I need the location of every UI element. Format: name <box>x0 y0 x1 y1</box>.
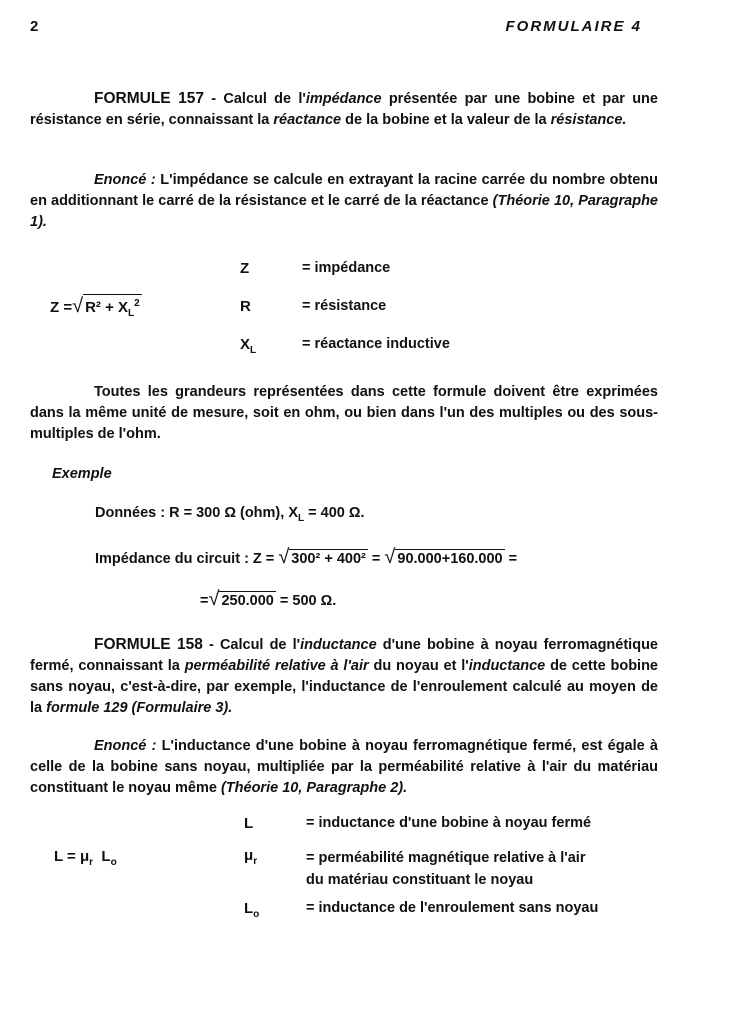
result-radicand: 250.000 <box>221 593 274 609</box>
definition-l: = inductance d'une bobine à noyau fermé <box>306 815 592 831</box>
formule-158-equation <box>54 848 117 868</box>
italic-run: Enoncé : <box>94 738 157 754</box>
calc-radicand-1: 300² + 400² <box>291 551 366 567</box>
formula-lhs: Z = <box>50 299 73 316</box>
symbol-l <box>244 815 253 832</box>
symbol-text: L <box>244 900 254 917</box>
page-number: 2 <box>30 18 39 35</box>
result-value: = 500 Ω. <box>279 593 337 609</box>
text-run: L'impédance se calcule en extrayant la racine carrée du nombre obtenu en additionnant le carré de la résistance et le carré de la réactance <box>30 172 658 209</box>
symbol-lo <box>244 900 259 920</box>
text-run: - Calcul de l' <box>202 637 301 653</box>
sqrt-symbol: √ <box>72 295 84 317</box>
symbol-text: L <box>244 815 254 832</box>
calc-equals-end: = <box>508 551 518 567</box>
italic-run: impédance <box>305 91 382 107</box>
text-run: - Calcul de l' <box>204 91 306 107</box>
symbol-text: R <box>240 298 251 315</box>
symbol-subscript: L <box>250 345 257 356</box>
symbol-xl <box>240 336 256 356</box>
italic-run: réactance <box>273 112 342 128</box>
formule-157-intro <box>30 88 658 131</box>
symbol-r <box>240 298 251 315</box>
radicand-text: R² + X <box>85 299 129 316</box>
sqrt-symbol: √ <box>208 588 220 610</box>
italic-run: inductance <box>468 658 546 674</box>
symbol-z <box>240 260 249 277</box>
definition-xl: = réactance inductive <box>302 336 450 352</box>
formula-tail: L <box>93 848 111 865</box>
italic-run: (Théorie 10, Paragraphe 2). <box>220 780 408 796</box>
formula-radicand <box>83 294 142 323</box>
data-prefix: Données : R = 300 Ω (ohm), X <box>95 505 298 521</box>
formula-subscript: r <box>89 857 94 868</box>
formule-158-label: FORMULE 158 <box>94 636 203 653</box>
calc-prefix: Impédance du circuit : Z = <box>95 551 275 567</box>
sqrt-symbol: √ <box>278 546 290 568</box>
example-title: Exemple <box>52 466 112 482</box>
calc-equals: = <box>371 551 381 567</box>
definition-lo: = inductance de l'enroulement sans noyau <box>306 900 599 916</box>
result-equals: = <box>200 593 209 609</box>
italic-run: inductance <box>300 637 377 653</box>
text-run: du noyau et l' <box>368 658 469 674</box>
definition-r: = résistance <box>302 298 387 314</box>
running-title: FORMULAIRE 4 <box>505 18 642 35</box>
italic-run: perméabilité relative à l'air <box>184 658 369 674</box>
definition-mu-r: = perméabilité magnétique relative à l'air du matériau constituant le noyau <box>306 850 586 888</box>
radicand-exponent: 2 <box>134 298 140 309</box>
formule-158-intro <box>30 634 658 719</box>
formule-157-equation <box>50 294 142 323</box>
text-run: de cette bobine sans noyau, c'est-à-dire, par exemple, l'inductance de l'enroulement calculé au moyen de la <box>30 658 658 716</box>
italic-run: (Théorie 10, Paragraphe 1). <box>30 193 658 230</box>
sqrt-symbol: √ <box>384 546 396 568</box>
symbol-text: X <box>240 336 251 353</box>
data-suffix: = 400 Ω. <box>304 505 365 521</box>
symbol-subscript: r <box>253 856 258 867</box>
italic-run: Enoncé : <box>94 172 156 188</box>
formula-tail-subscript: o <box>110 857 117 868</box>
italic-run: résistance. <box>550 112 627 128</box>
text-run: présentée par une bobine et par une résistance en série, connaissant la <box>30 91 658 128</box>
text-run: d'une bobine à noyau ferromagnétique fermé, connaissant la <box>30 637 658 674</box>
calc-radicand-2: 90.000+160.000 <box>397 551 503 567</box>
symbol-mu-r <box>244 847 257 867</box>
symbol-text: μ <box>244 847 254 864</box>
definition-z: = impédance <box>302 260 391 276</box>
symbol-subscript: o <box>253 909 260 920</box>
formule-157-label: FORMULE 157 <box>94 90 205 107</box>
formula-lhs: L = μ <box>54 848 90 865</box>
example-data <box>95 505 365 524</box>
italic-run: formule 129 (Formulaire 3). <box>46 700 233 716</box>
page-header <box>30 18 642 42</box>
formule-157-enonce <box>30 170 658 233</box>
data-subscript: L <box>298 512 305 524</box>
radicand-subscript: L <box>128 308 135 319</box>
example-calculation <box>95 546 517 569</box>
text-run: de la bobine et la valeur de la <box>341 112 551 128</box>
text-run: L'inductance d'une bobine à noyau ferromagnétique fermé, est égale à celle de la bobine sans noyau, multipliée par la perméabilité relative à l'air du matériau constituant le noyau même <box>30 738 658 796</box>
formule-158-enonce <box>30 736 658 799</box>
symbol-text: Z <box>240 260 250 277</box>
units-paragraph: Toutes les grandeurs représentées dans cette formule doivent être exprimées dans la même unité de mesure, soit en ohm, ou bien dans l'un des multiples ou des sous-multiples de l'ohm. <box>30 384 658 442</box>
example-result <box>200 588 336 611</box>
